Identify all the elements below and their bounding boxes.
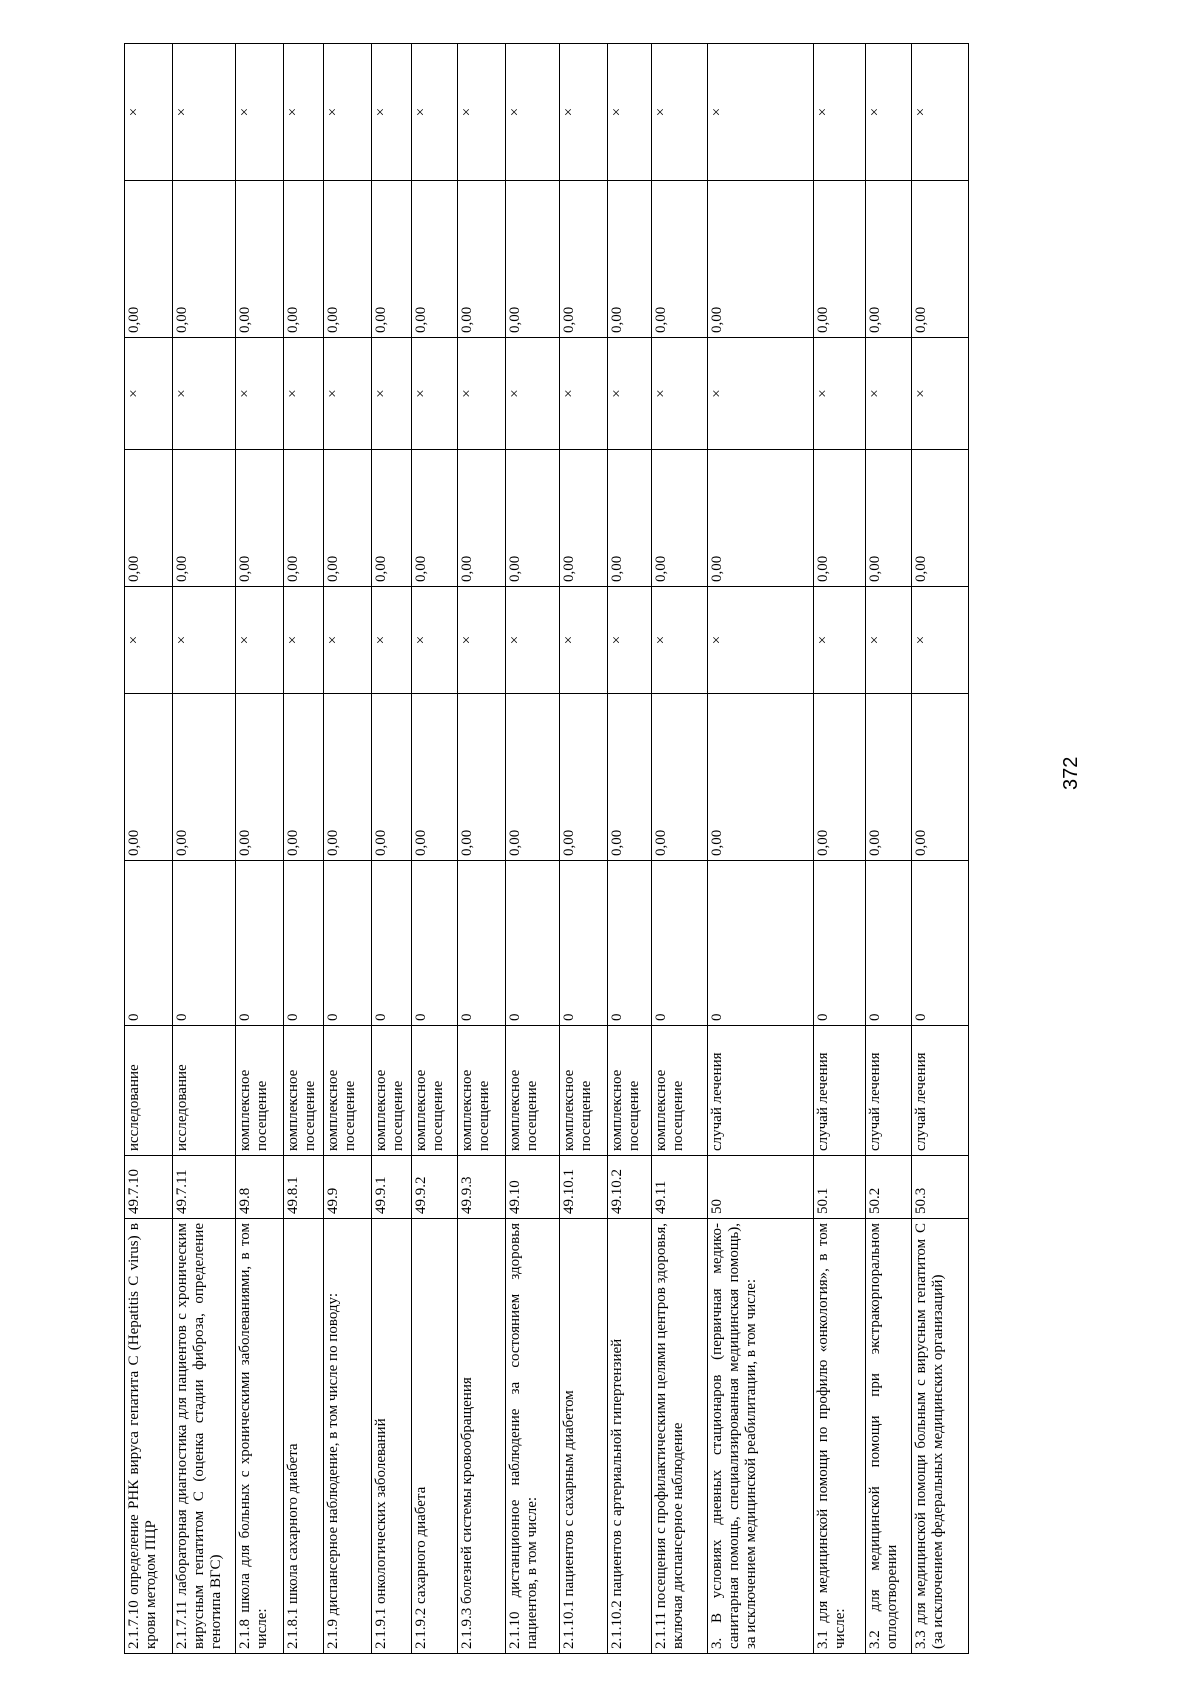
row-value-0: 0 xyxy=(173,861,236,1026)
row-value-1: 0,00 xyxy=(814,694,866,861)
row-mark-2: × xyxy=(652,338,708,450)
row-value-0: 0 xyxy=(372,861,412,1026)
row-name: 2.1.10 дистанционное наблюдение за состоянием здоровья пациентов, в том числе: xyxy=(506,1219,560,1654)
row-number: 49.9.2 xyxy=(412,1156,458,1219)
row-unit xyxy=(912,1026,969,1156)
row-mark-3: × xyxy=(506,44,560,181)
row-mark-3: × xyxy=(412,44,458,181)
row-mark-2: × xyxy=(412,338,458,450)
row-value-0: 0 xyxy=(608,861,652,1026)
table-row xyxy=(125,44,173,1654)
row-mark-3: × xyxy=(708,44,814,181)
row-value-1: 0,00 xyxy=(708,694,814,861)
row-mark-3: × xyxy=(324,44,372,181)
row-name: 2.1.9.1 онкологических заболеваний xyxy=(372,1219,412,1654)
row-value-3: 0,00 xyxy=(125,181,173,338)
row-mark-3: × xyxy=(866,44,912,181)
unit-line: случай лечения xyxy=(867,1052,883,1151)
row-value-1: 0,00 xyxy=(608,694,652,861)
row-name: 2.1.10.1 пациентов с сахарным диабетом xyxy=(560,1219,608,1654)
row-unit xyxy=(125,1026,173,1156)
row-value-1: 0,00 xyxy=(236,694,284,861)
row-value-2: 0,00 xyxy=(284,450,324,587)
row-mark-1: × xyxy=(125,587,173,694)
row-unit xyxy=(506,1026,560,1156)
row-unit xyxy=(412,1026,458,1156)
row-value-3: 0,00 xyxy=(560,181,608,338)
row-number: 50 xyxy=(708,1156,814,1219)
row-number: 49.8 xyxy=(236,1156,284,1219)
table-row xyxy=(814,44,866,1654)
row-mark-3: × xyxy=(173,44,236,181)
row-value-3: 0,00 xyxy=(708,181,814,338)
row-mark-2: × xyxy=(912,338,969,450)
row-number: 49.10.1 xyxy=(560,1156,608,1219)
unit-line: комплексное xyxy=(413,1069,429,1151)
row-unit xyxy=(814,1026,866,1156)
row-value-2: 0,00 xyxy=(458,450,506,587)
row-unit xyxy=(652,1026,708,1156)
row-value-0: 0 xyxy=(652,861,708,1026)
row-mark-2: × xyxy=(866,338,912,450)
row-value-2: 0,00 xyxy=(608,450,652,587)
row-unit xyxy=(324,1026,372,1156)
document-sheet xyxy=(124,44,1054,1654)
row-mark-3: × xyxy=(814,44,866,181)
row-value-2: 0,00 xyxy=(560,450,608,587)
row-value-2: 0,00 xyxy=(652,450,708,587)
unit-line: посещение xyxy=(302,1080,318,1151)
row-number: 49.9.1 xyxy=(372,1156,412,1219)
row-value-2: 0,00 xyxy=(125,450,173,587)
row-value-2: 0,00 xyxy=(866,450,912,587)
row-unit xyxy=(236,1026,284,1156)
unit-line: посещение xyxy=(342,1080,358,1151)
table-row xyxy=(708,44,814,1654)
row-value-3: 0,00 xyxy=(608,181,652,338)
table-row xyxy=(284,44,324,1654)
unit-line: комплексное xyxy=(653,1069,669,1151)
unit-line: посещение xyxy=(578,1080,594,1151)
row-value-2: 0,00 xyxy=(708,450,814,587)
row-mark-1: × xyxy=(284,587,324,694)
row-value-0: 0 xyxy=(814,861,866,1026)
row-mark-2: × xyxy=(608,338,652,450)
row-mark-1: × xyxy=(458,587,506,694)
row-value-1: 0,00 xyxy=(412,694,458,861)
unit-line: комплексное xyxy=(285,1069,301,1151)
row-value-2: 0,00 xyxy=(372,450,412,587)
row-value-0: 0 xyxy=(284,861,324,1026)
row-mark-2: × xyxy=(506,338,560,450)
row-name: 2.1.8.1 школа сахарного диабета xyxy=(284,1219,324,1654)
row-value-3: 0,00 xyxy=(236,181,284,338)
row-mark-1: × xyxy=(866,587,912,694)
row-value-2: 0,00 xyxy=(236,450,284,587)
row-value-2: 0,00 xyxy=(324,450,372,587)
row-name: 3.3 для медицинской помощи больным с вирусным гепатитом С (за исключением федеральных медицинских организаций) xyxy=(912,1219,969,1654)
row-value-3: 0,00 xyxy=(372,181,412,338)
table-row xyxy=(458,44,506,1654)
row-name: 2.1.9.2 сахарного диабета xyxy=(412,1219,458,1654)
table-row xyxy=(412,44,458,1654)
data-table xyxy=(124,43,969,1654)
row-mark-3: × xyxy=(912,44,969,181)
row-mark-1: × xyxy=(372,587,412,694)
row-number: 50.1 xyxy=(814,1156,866,1219)
row-value-3: 0,00 xyxy=(506,181,560,338)
row-name: 3.1 для медицинской помощи по профилю «онкология», в том числе: xyxy=(814,1219,866,1654)
row-mark-2: × xyxy=(173,338,236,450)
row-name: 2.1.8 школа для больных с хроническими заболеваниями, в том числе: xyxy=(236,1219,284,1654)
row-value-0: 0 xyxy=(125,861,173,1026)
row-unit xyxy=(458,1026,506,1156)
row-number: 49.9 xyxy=(324,1156,372,1219)
unit-line: посещение xyxy=(430,1080,446,1151)
row-value-0: 0 xyxy=(458,861,506,1026)
row-name: 2.1.9 диспансерное наблюдение, в том числе по поводу: xyxy=(324,1219,372,1654)
table-row xyxy=(866,44,912,1654)
row-number: 49.9.3 xyxy=(458,1156,506,1219)
unit-line: посещение xyxy=(626,1080,642,1151)
unit-line: посещение xyxy=(670,1080,686,1151)
row-mark-3: × xyxy=(236,44,284,181)
row-mark-2: × xyxy=(284,338,324,450)
row-mark-1: × xyxy=(560,587,608,694)
row-mark-2: × xyxy=(372,338,412,450)
row-value-2: 0,00 xyxy=(506,450,560,587)
row-value-1: 0,00 xyxy=(652,694,708,861)
row-mark-3: × xyxy=(608,44,652,181)
row-unit xyxy=(866,1026,912,1156)
row-value-1: 0,00 xyxy=(284,694,324,861)
row-unit xyxy=(372,1026,412,1156)
row-mark-1: × xyxy=(814,587,866,694)
row-value-0: 0 xyxy=(412,861,458,1026)
row-name: 3. В условиях дневных стационаров (первичная медико-санитарная помощь, специализированная медицинская помощь), за исключением медицинской реабилитации, в том числе: xyxy=(708,1219,814,1654)
row-value-1: 0,00 xyxy=(458,694,506,861)
row-mark-3: × xyxy=(458,44,506,181)
row-mark-2: × xyxy=(236,338,284,450)
row-number: 49.11 xyxy=(652,1156,708,1219)
row-value-0: 0 xyxy=(866,861,912,1026)
row-mark-1: × xyxy=(652,587,708,694)
row-value-1: 0,00 xyxy=(125,694,173,861)
row-number: 49.7.10 xyxy=(125,1156,173,1219)
row-mark-2: × xyxy=(458,338,506,450)
row-value-2: 0,00 xyxy=(912,450,969,587)
unit-line: посещение xyxy=(390,1080,406,1151)
row-name: 2.1.7.10 определение РНК вируса гепатита С (Hepatitis C virus) в крови методом ПЦР xyxy=(125,1219,173,1654)
unit-line: случай лечения xyxy=(709,1052,725,1151)
page-number: 372 xyxy=(1060,756,1082,790)
row-number: 50.3 xyxy=(912,1156,969,1219)
row-value-0: 0 xyxy=(236,861,284,1026)
row-mark-2: × xyxy=(814,338,866,450)
row-value-1: 0,00 xyxy=(912,694,969,861)
row-value-0: 0 xyxy=(324,861,372,1026)
row-unit xyxy=(173,1026,236,1156)
row-unit xyxy=(708,1026,814,1156)
unit-line: комплексное xyxy=(373,1069,389,1151)
unit-line: посещение xyxy=(254,1080,270,1151)
row-value-3: 0,00 xyxy=(458,181,506,338)
row-value-1: 0,00 xyxy=(324,694,372,861)
table-row xyxy=(372,44,412,1654)
row-mark-1: × xyxy=(506,587,560,694)
row-name: 2.1.10.2 пациентов с артериальной гипертензией xyxy=(608,1219,652,1654)
row-mark-1: × xyxy=(708,587,814,694)
table-row xyxy=(608,44,652,1654)
row-name: 3.2 для медицинской помощи при экстракорпоральном оплодотворении xyxy=(866,1219,912,1654)
row-mark-3: × xyxy=(372,44,412,181)
row-value-3: 0,00 xyxy=(866,181,912,338)
row-mark-2: × xyxy=(560,338,608,450)
row-unit xyxy=(560,1026,608,1156)
row-value-1: 0,00 xyxy=(866,694,912,861)
row-value-0: 0 xyxy=(506,861,560,1026)
row-mark-1: × xyxy=(608,587,652,694)
row-value-3: 0,00 xyxy=(814,181,866,338)
row-value-3: 0,00 xyxy=(412,181,458,338)
row-mark-3: × xyxy=(652,44,708,181)
row-number: 50.2 xyxy=(866,1156,912,1219)
row-number: 49.8.1 xyxy=(284,1156,324,1219)
row-number: 49.10.2 xyxy=(608,1156,652,1219)
row-value-1: 0,00 xyxy=(173,694,236,861)
row-value-0: 0 xyxy=(912,861,969,1026)
unit-line: комплексное xyxy=(459,1069,475,1151)
row-mark-1: × xyxy=(912,587,969,694)
row-unit xyxy=(608,1026,652,1156)
row-mark-3: × xyxy=(125,44,173,181)
unit-line: посещение xyxy=(476,1080,492,1151)
table-row xyxy=(912,44,969,1654)
row-name: 2.1.9.3 болезней системы кровообращения xyxy=(458,1219,506,1654)
row-name: 2.1.11 посещения с профилактическими целями центров здоровья, включая диспансерное наблюдение xyxy=(652,1219,708,1654)
row-value-2: 0,00 xyxy=(814,450,866,587)
unit-line: исследование xyxy=(126,1064,142,1151)
row-value-3: 0,00 xyxy=(284,181,324,338)
row-value-2: 0,00 xyxy=(173,450,236,587)
unit-line: комплексное xyxy=(609,1069,625,1151)
unit-line: случай лечения xyxy=(815,1052,831,1151)
row-number: 49.10 xyxy=(506,1156,560,1219)
unit-line: комплексное xyxy=(507,1069,523,1151)
unit-line: исследование xyxy=(174,1064,190,1151)
table-row xyxy=(506,44,560,1654)
unit-line: случай лечения xyxy=(913,1052,929,1151)
table-row xyxy=(236,44,284,1654)
row-name: 2.1.7.11 лабораторная диагностика для пациентов с хроническим вирусным гепатитом С (оценка стадии фиброза, определение генотипа ВГС) xyxy=(173,1219,236,1654)
row-mark-1: × xyxy=(173,587,236,694)
table-row xyxy=(560,44,608,1654)
unit-line: посещение xyxy=(524,1080,540,1151)
unit-line: комплексное xyxy=(325,1069,341,1151)
row-mark-1: × xyxy=(236,587,284,694)
row-value-3: 0,00 xyxy=(173,181,236,338)
row-value-1: 0,00 xyxy=(506,694,560,861)
row-mark-2: × xyxy=(708,338,814,450)
row-value-0: 0 xyxy=(560,861,608,1026)
table-row xyxy=(652,44,708,1654)
unit-line: комплексное xyxy=(237,1069,253,1151)
row-value-3: 0,00 xyxy=(652,181,708,338)
table-row xyxy=(324,44,372,1654)
row-value-0: 0 xyxy=(708,861,814,1026)
row-value-2: 0,00 xyxy=(412,450,458,587)
row-number: 49.7.11 xyxy=(173,1156,236,1219)
table-row xyxy=(173,44,236,1654)
row-value-1: 0,00 xyxy=(560,694,608,861)
row-value-1: 0,00 xyxy=(372,694,412,861)
row-value-3: 0,00 xyxy=(912,181,969,338)
row-mark-1: × xyxy=(412,587,458,694)
row-mark-3: × xyxy=(284,44,324,181)
row-mark-2: × xyxy=(125,338,173,450)
row-value-3: 0,00 xyxy=(324,181,372,338)
row-mark-3: × xyxy=(560,44,608,181)
row-mark-1: × xyxy=(324,587,372,694)
row-unit xyxy=(284,1026,324,1156)
row-mark-2: × xyxy=(324,338,372,450)
unit-line: комплексное xyxy=(561,1069,577,1151)
